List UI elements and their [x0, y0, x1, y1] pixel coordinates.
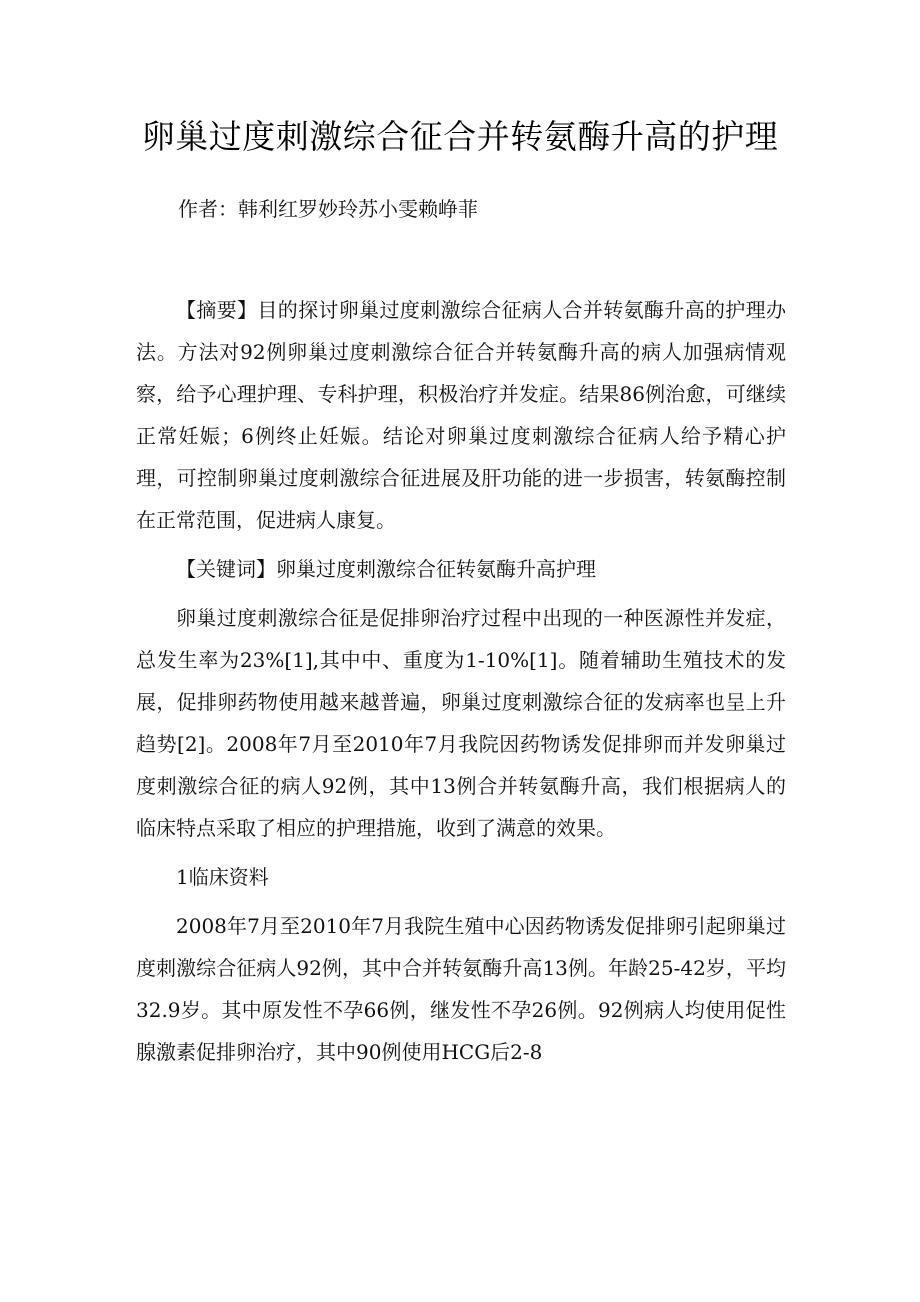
intro-paragraph: 卵巢过度刺激综合征是促排卵治疗过程中出现的一种医源性并发症，总发生率为23%[1],其中中、重度为1-10%[1]。随着辅助生殖技术的发展，促排卵药物使用越来越普遍，卵巢过度刺激综合征的发病率也呈上升趋势[2]。2008年7月至2010年7月我院因药物诱发促排卵而并发卵巢过度刺激综合征的病人92例，其中13例合并转氨酶升高，我们根据病人的临床特点采取了相应的护理措施，收到了满意的效果。: [136, 606, 786, 840]
abstract-paragraph: 【摘要】目的探讨卵巢过度刺激综合征病人合并转氨酶升高的护理办法。方法对92例卵巢过度刺激综合征合并转氨酶升高的病人加强病情观察，给予心理护理、专科护理，积极治疗并发症。结果86例治愈，可继续正常妊娠；6例终止妊娠。结论对卵巢过度刺激综合征病人给予精心护理，可控制卵巢过度刺激综合征进展及肝功能的进一步损害，转氨酶控制在正常范围，促进病人康复。: [136, 298, 786, 532]
document-title: 卵巢过度刺激综合征合并转氨酶升高的护理: [141, 117, 779, 156]
author-line: 作者：韩利红罗妙玲苏小雯赖峥菲: [178, 197, 478, 221]
section-heading-clinical-data: 1临床资料: [176, 865, 269, 889]
document-body: [136, 289, 786, 1073]
clinical-data-paragraph: 2008年7月至2010年7月我院生殖中心因药物诱发促排卵引起卵巢过度刺激综合征病人92例，其中合并转氨酶升高13例。年龄25-42岁，平均32.9岁。其中原发性不孕66例，继发性不孕26例。92例病人均使用促性腺激素促排卵治疗，其中90例使用HCG后2-8: [136, 914, 786, 1064]
keywords-paragraph: 【关键词】卵巢过度刺激综合征转氨酶升高护理: [176, 557, 596, 581]
